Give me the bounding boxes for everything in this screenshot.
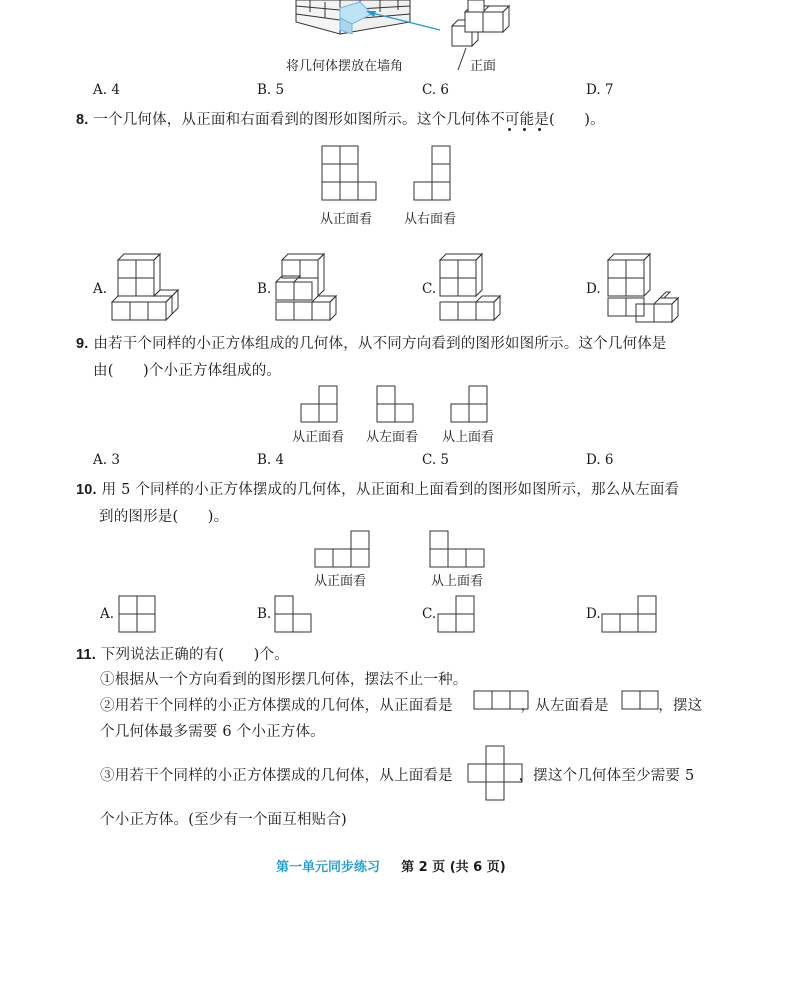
q11-statement-1: ①根据从一个方向看到的图形摆几何体，摆法不止一种。 <box>100 672 468 688</box>
q7-option-a[interactable]: A. 4 <box>93 82 120 98</box>
q8-option-b[interactable]: B. <box>257 281 272 297</box>
front-direction-label: 正面 <box>470 59 497 74</box>
q8-text: 一个几何体，从正面和右面看到的图形如图所示。这个几何体不可能是( )。 <box>93 112 605 128</box>
q10-number: 10. <box>76 482 97 498</box>
q11-s3-figure <box>0 746 790 806</box>
q10-option-b[interactable]: B. <box>257 606 272 622</box>
page-footer <box>276 856 506 875</box>
wall-caption: 将几何体摆放在墙角 <box>286 59 404 74</box>
q10-text-line1: 用 5 个同样的小正方体摆成的几何体，从正面和上面看到的图形如图所示，那么从左面看 <box>101 482 680 498</box>
q10-option-d[interactable]: D. <box>586 606 601 622</box>
q9-top-view-label: 从上面看 <box>442 430 495 445</box>
q9-text-line1: 由若干个同样的小正方体组成的几何体，从不同方向看到的图形如图所示。这个几何体是 <box>93 336 667 352</box>
q11-number: 11. <box>76 647 96 663</box>
q9-option-a[interactable]: A. 3 <box>93 452 120 468</box>
q9-number: 9. <box>76 336 89 352</box>
q11-s2-figures <box>0 691 790 715</box>
q8-front-view-label: 从正面看 <box>320 212 373 227</box>
q8-number: 8. <box>76 112 89 128</box>
q9-option-d[interactable]: D. 6 <box>586 452 614 468</box>
q10-views-figure <box>0 531 790 571</box>
q10-front-view-label: 从正面看 <box>314 574 367 589</box>
wall-corner-figure <box>0 0 790 60</box>
q10-option-c[interactable]: C. <box>422 606 437 622</box>
q11-s3-part-b: ，摆这个几何体至少需要 5 <box>518 768 695 784</box>
footer-page-number: 第 2 页 (共 6 页) <box>401 860 506 875</box>
q11-s3-part-a: ③用若干个同样的小正方体摆成的几何体，从上面看是 <box>100 768 453 784</box>
q9-option-c[interactable]: C. 5 <box>422 452 450 468</box>
q9-views-figure <box>0 386 790 426</box>
q10-question-line2: 到的图形是( )。 <box>99 509 229 525</box>
footer-unit-title: 第一单元同步练习 <box>276 860 381 875</box>
q10-top-view-label: 从上面看 <box>431 574 484 589</box>
q11-text: 下列说法正确的有( )个。 <box>100 647 289 663</box>
emphasis-dot <box>538 128 541 131</box>
q9-front-view-label: 从正面看 <box>292 430 345 445</box>
q7-option-d[interactable]: D. 7 <box>586 82 614 98</box>
q11-question <box>76 643 289 664</box>
q10-option-a[interactable]: A. <box>100 606 115 622</box>
q11-s2-part-a: ②用若干个同样的小正方体摆成的几何体，从正面看是 <box>100 698 453 714</box>
q7-option-c[interactable]: C. 6 <box>422 82 450 98</box>
q11-s2-part-c: ，摆这 <box>658 698 703 714</box>
q11-statement-3-line2: 个小正方体。(至少有一个面互相贴合) <box>100 812 347 828</box>
q9-question-line1 <box>76 332 667 353</box>
q8-views-figure <box>0 146 790 206</box>
q9-left-view-label: 从左面看 <box>366 430 419 445</box>
q8-option-a-solid <box>110 254 190 326</box>
q8-option-c[interactable]: C. <box>422 281 437 297</box>
q11-statement-2-line2: 个几何体最多需要 6 个小正方体。 <box>100 724 325 740</box>
q11-s2-part-b: ，从左面看是 <box>520 698 609 714</box>
q10-options-figure <box>0 596 790 636</box>
q7-option-b[interactable]: B. 5 <box>257 82 285 98</box>
q10-question-line1 <box>76 478 679 499</box>
q9-question-line2: 由( )个小正方体组成的。 <box>93 363 282 379</box>
q8-option-d-solid <box>600 254 690 326</box>
emphasis-dot <box>508 128 511 131</box>
q8-option-a[interactable]: A. <box>93 281 108 297</box>
q8-option-b-solid <box>270 254 350 326</box>
emphasis-dot <box>523 128 526 131</box>
q8-option-d[interactable]: D. <box>586 281 601 297</box>
q8-question <box>76 108 605 129</box>
q8-option-c-solid <box>432 254 512 326</box>
q8-right-view-label: 从右面看 <box>404 212 457 227</box>
q9-option-b[interactable]: B. 4 <box>257 452 285 468</box>
